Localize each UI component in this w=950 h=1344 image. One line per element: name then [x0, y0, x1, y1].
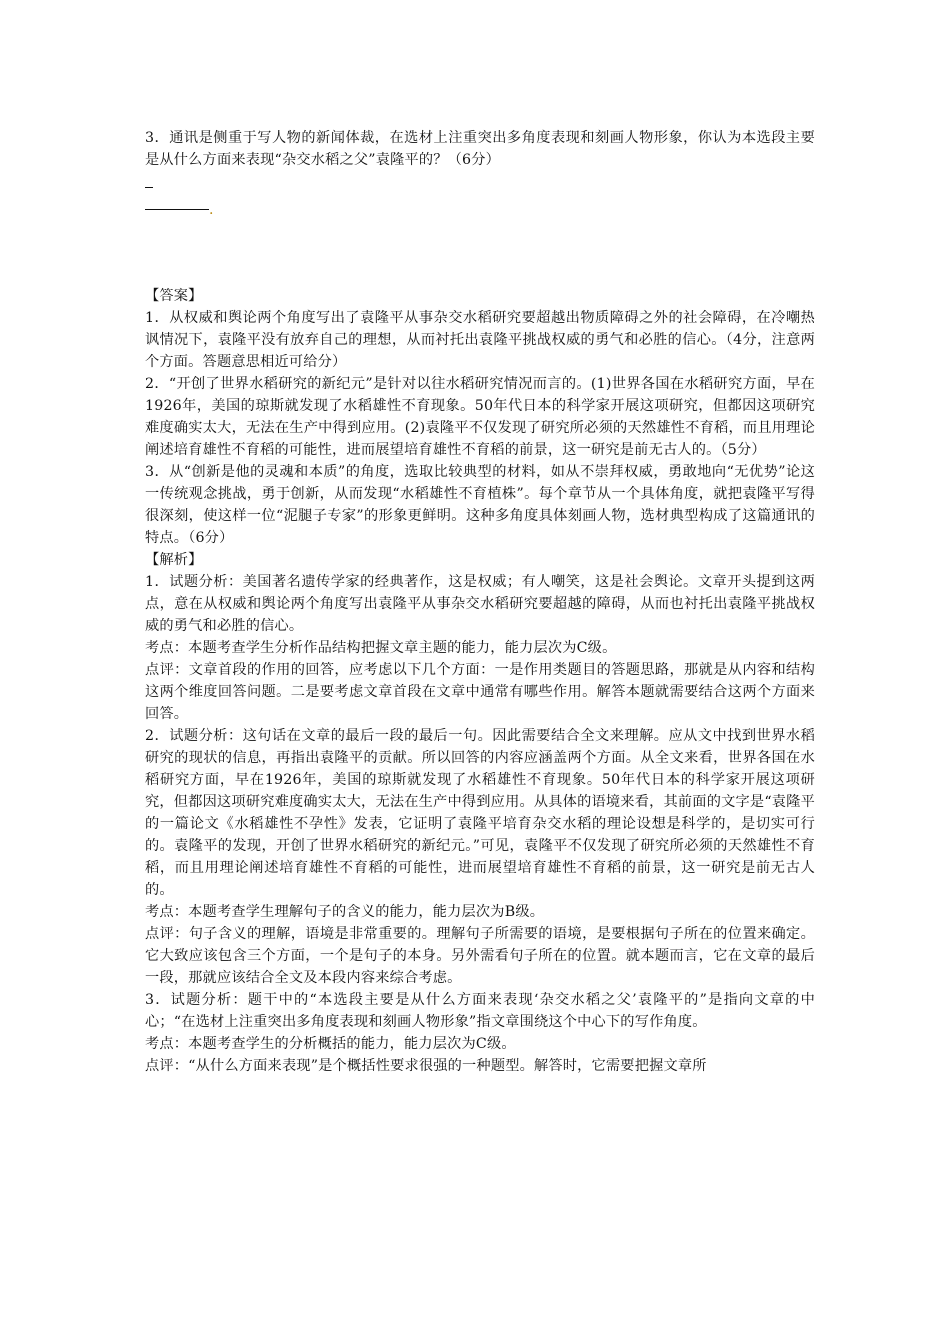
answer-heading: 【答案】 — [145, 288, 203, 304]
period-mark-icon: . — [209, 202, 214, 218]
analysis-2-text: 2．试题分析：这句话在文章的最后一段的最后一句。因此需要结合全文来理解。应从文中找到世界水稻研究的现状的信息，再指出袁隆平的贡献。所以回答的内容应涵盖两个方面。从全文来看，世界各国在水稻研究方面，早在1926年，美国的琼斯就发现了水稻雄性不育现象。50年代日本的科学家开展这项研究，但都因这项研究难度确实太大，无法在生产中得到应用。从具体的语境来看，其前面的文字是“袁隆平的一篇论文《水稻雄性不孕性》发表，它证明了袁隆平培育杂交水稻的理论设想是科学的，是切实可行的。袁隆平的发现，开创了世界水稻研究的新纪元。”可见，袁隆平不仅发现了研究所必须的天然雄性不育稻，而且用理论阐述培育雄性不育稻的可能性，进而展望培育雄性不育稻的前景，这一研究是前无古人的。 — [145, 728, 815, 898]
answer-blank-lines — [145, 175, 815, 219]
analysis-3-dianping: 点评：“从什么方面来表现”是个概括性要求很强的一种题型。解答时，它需要把握文章所 — [145, 1058, 707, 1074]
answer-1: 1．从权威和舆论两个角度写出了袁隆平从事杂交水稻研究要超越出物质障碍之外的社会障碍，在冷嘲热讽情况下，袁隆平没有放弃自己的理想，从而衬托出袁隆平挑战权威的勇气和必胜的信心。（4分，注意两个方面。答题意思相近可给分） — [145, 310, 815, 370]
answer-2: 2．“开创了世界水稻研究的新纪元”是针对以往水稻研究情况而言的。(1)世界各国在水稻研究方面，早在1926年，美国的琼斯就发现了水稻雄性不育现象。50年代日本的科学家开展这项研究，但都因这项研究难度确实太大，无法在生产中得到应用。(2)袁隆平不仅发现了研究所必须的天然雄性不育稻，而且用理论阐述培育雄性不育稻的可能性，进而展望培育雄性不育稻的前景，这一研究是前无古人的。（5分） — [145, 376, 815, 458]
document-body — [145, 127, 815, 1077]
underline-long — [145, 209, 209, 210]
analysis-3-kaodian: 考点：本题考查学生的分析概括的能力，能力层次为C级。 — [145, 1036, 516, 1052]
blank-line-1 — [145, 175, 815, 197]
analysis-1-kaodian: 考点：本题考查学生分析作品结构把握文章主题的能力，能力层次为C级。 — [145, 640, 617, 656]
analysis-2-kaodian: 考点：本题考查学生理解句子的含义的能力，能力层次为B级。 — [145, 904, 545, 920]
analysis-1-text: 1．试题分析：美国著名遗传学家的经典著作，这是权威；有人嘲笑，这是社会舆论。文章开头提到这两点，意在从权威和舆论两个角度写出袁隆平从事杂交水稻研究要超越的障碍，从而也衬托出袁隆平挑战权威的勇气和必胜的信心。 — [145, 574, 815, 634]
answer-3: 3．从“创新是他的灵魂和本质”的角度，选取比较典型的材料，如从不崇拜权威，勇敢地向“无优势”论这一传统观念挑战，勇于创新，从而发现“水稻雄性不育植株”。每个章节从一个具体角度，就把袁隆平写得很深刻，使这样一位“泥腿子专家”的形象更鲜明。这种多角度具体刻画人物，选材典型构成了这篇通讯的特点。（6分） — [145, 464, 815, 546]
analysis-2-dianping: 点评：句子含义的理解，语境是非常重要的。理解句子所需要的语境，是要根据句子所在的位置来确定。它大致应该包含三个方面，一个是句子的本身。另外需看句子所在的位置。就本题而言，它在文章的最后一段，那就应该结合全文及本段内容来综合考虑。 — [145, 926, 815, 986]
question-3: 3．通讯是侧重于写人物的新闻体裁，在选材上注重突出多角度表现和刻画人物形象，你认为本选段主要是从什么方面来表现“杂交水稻之父”袁隆平的？（6分） — [145, 130, 815, 168]
analysis-3-text: 3．试题分析：题干中的“本选段主要是从什么方面来表现‘杂交水稻之父’袁隆平的”是指向文章的中心；“在选材上注重突出多角度表现和刻画人物形象”指文章围绕这个中心下的写作角度。 — [145, 992, 815, 1030]
blank-line-2 — [145, 197, 815, 219]
analysis-heading: 【解析】 — [145, 552, 203, 568]
analysis-1-dianping: 点评：文章首段的作用的回答，应考虑以下几个方面：一是作用类题目的答题思路，那就是从内容和结构这两个维度回答问题。二是要考虑文章首段在文章中通常有哪些作用。解答本题就需要结合这两个方面来回答。 — [145, 662, 815, 722]
underline-stub — [145, 187, 153, 188]
section-gap — [145, 219, 815, 285]
